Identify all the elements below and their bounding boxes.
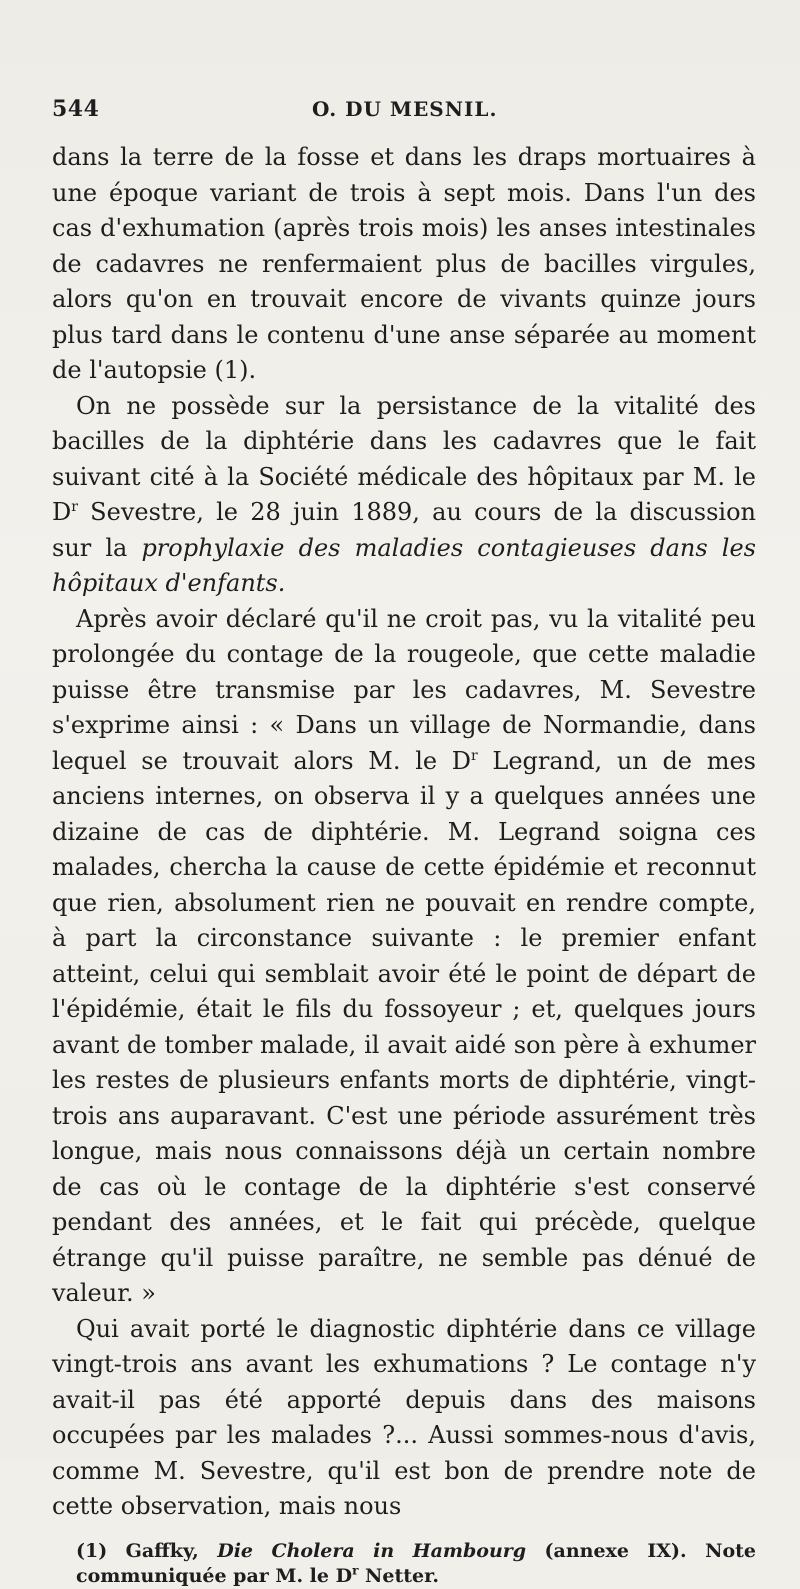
doctor-abbrev-sup: r [471, 747, 478, 764]
footnote-1 [76, 1539, 756, 1589]
footnotes [52, 1539, 756, 1589]
paragraph-2-text-b: Sevestre, le 28 juin 1889, au cours de la discussion sur la [52, 498, 756, 562]
body-text [52, 140, 756, 1525]
paragraph-2-italic: prophylaxie des maladies contagieuses dans les hôpitaux d'enfants. [52, 533, 756, 597]
running-head: O. DU MESNIL. [312, 97, 498, 121]
doctor-abbrev-sup: r [352, 1563, 359, 1578]
paragraph-3-text-a: Après avoir déclaré qu'il ne croit pas, vu la vitalité peu prolongée du contage de la rougeole, que cette maladie puisse être transmise par les cadavres, M. Sevestre s'exprime ainsi : « Dans un village de Normandie, dans lequel se trouvait alors M. le D [52, 604, 756, 775]
page-number: 544 [52, 96, 100, 122]
page-header [52, 96, 756, 136]
paragraph-2 [52, 389, 756, 602]
footnote-italic-title: Die Cholera in Hambourg [217, 1539, 527, 1562]
footnote-text-b: (annexe IX). Note communiquée par M. le D [76, 1539, 756, 1587]
paragraph-2-text-a: On ne possède sur la persistance de la vitalité des bacilles de la diphtérie dans les cadavres que le fait suivant cité à la Société médicale des hôpitaux par M. le D [52, 391, 756, 526]
doctor-abbrev-sup: r [71, 499, 78, 515]
paragraph-3 [52, 602, 756, 1312]
paragraph-3-text-b: Legrand, un de mes anciens internes, on observa il y a quelques années une dizaine de cas de diphtérie. M. Legrand soigna ces malades, chercha la cause de cette épidémie et reconnut que rien, absolument rien ne pouvait en rendre compte, à part la circonstance suivante : le premier enfant atteint, celui qui semblait avoir été le point de départ de l'épidémie, était le fils du fossoyeur ; et, quelques jours avant de tomber malade, il avait aidé son père à exhumer les restes de plusieurs enfants morts de diphtérie, vingt-trois ans auparavant. C'est une période assurément très longue, mais nous connaissons déjà un certain nombre de cas où le contage de la diphtérie s'est conservé pendant des années, et le fait qui précède, quelque étrange qu'il puisse paraître, ne semble pas dénué de valeur. » [52, 746, 756, 1307]
paragraph-4: Qui avait porté le diagnostic diphtérie dans ce village vingt-trois ans avant les exhumations ? Le contage n'y avait-il pas été apporté depuis dans des maisons occupées par les malades ?... Aussi sommes-nous d'avis, comme M. Sevestre, qu'il est bon de prendre note de cette observation, mais nous [52, 1314, 756, 1520]
footnote-text-c: Netter. [358, 1564, 439, 1587]
footnote-text-a: (1) Gaffky, [76, 1539, 218, 1562]
paragraph-1: dans la terre de la fosse et dans les draps mortuaires à une époque variant de trois à sept mois. Dans l'un des cas d'exhumation (après trois mois) les anses intestinales de cadavres ne renfermaient plus de bacilles virgules, alors qu'on en trouvait encore de vivants quinze jours plus tard dans le contenu d'une anse séparée au moment de l'autopsie (1). [52, 143, 756, 384]
